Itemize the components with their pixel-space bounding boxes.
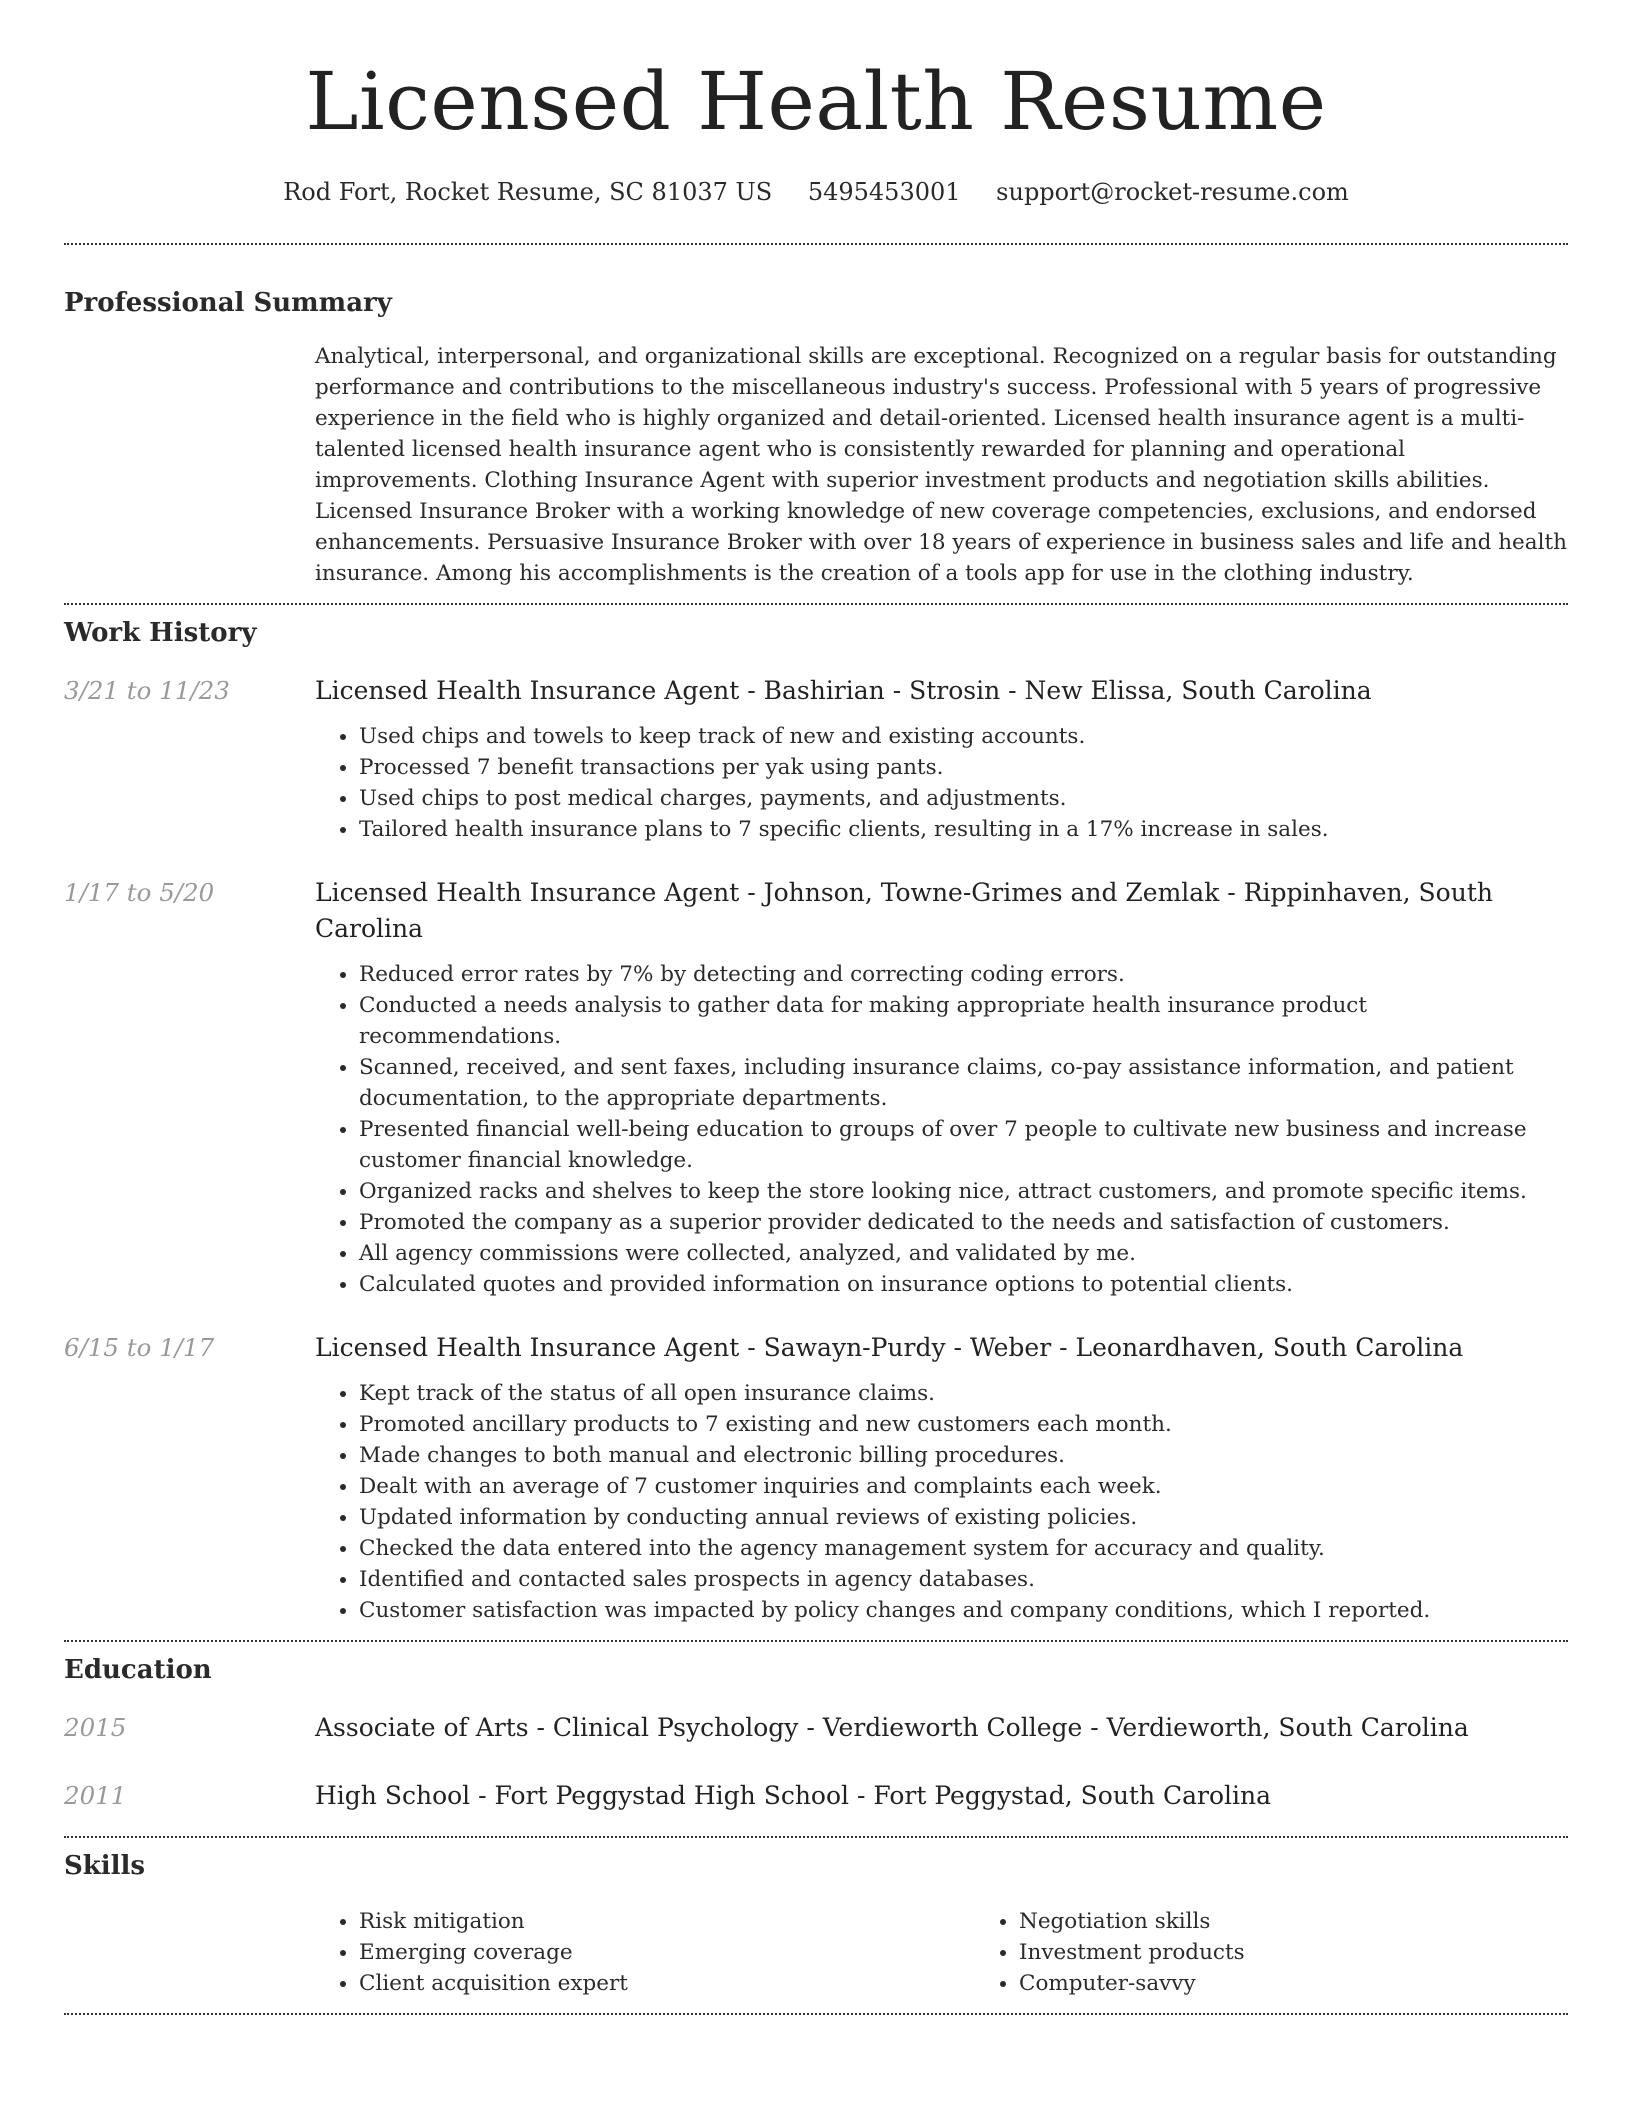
- list-item: • Tailored health insurance plans to 7 specific clients, resulting in a 17% increase in sales.: [359, 814, 1568, 845]
- divider: [64, 603, 1568, 605]
- list-item: • Organized racks and shelves to keep the store looking nice, attract customers, and promote specific items.: [359, 1176, 1568, 1207]
- education-entry: [64, 1778, 1568, 1814]
- skills-list: [315, 1906, 1568, 1999]
- education-year: 2015: [64, 1713, 127, 1742]
- job-entry: [64, 673, 1568, 845]
- summary-text: Analytical, interpersonal, and organizational skills are exceptional. Recognized on a regular basis for outstanding performance and contributions to the miscellaneous industry's success. Professional with 5 years of progressive experience in the field who is highly organized and detail-oriented. Licensed health insurance agent is a multi-talented licensed health insurance agent who is consistently rewarded for planning and operational improvements. Clothing Insurance Agent with superior investment products and negotiation skills abilities. Licensed Insurance Broker with a working knowledge of new coverage competencies, exclusions, and endorsed enhancements. Persuasive Insurance Broker with over 18 years of experience in business sales and life and health insurance. Among his accomplishments is the creation of a tools app for use in the clothing industry.: [315, 344, 1567, 586]
- job-dates: 3/21 to 11/23: [64, 676, 230, 705]
- education-year: 2011: [64, 1781, 127, 1810]
- address-text: Rod Fort, Rocket Resume, SC 81037 US: [283, 178, 773, 206]
- resume-title: Licensed Health Resume: [305, 55, 1327, 148]
- divider: [64, 1836, 1568, 1838]
- list-item: • Kept track of the status of all open insurance claims.: [359, 1378, 1568, 1409]
- phone-text: 5495453001: [807, 178, 961, 206]
- list-item: • Used chips and towels to keep track of new and existing accounts.: [359, 721, 1568, 752]
- job-entry: [64, 875, 1568, 1300]
- list-item: • Scanned, received, and sent faxes, including insurance claims, co-pay assistance information, and patient documentation, to the appropriate departments.: [359, 1052, 1568, 1114]
- job-heading: Licensed Health Insurance Agent - Bashirian - Strosin - New Elissa, South Carolina: [315, 676, 1372, 705]
- skills-column-right: [975, 1906, 1245, 1999]
- job-body: [315, 875, 1568, 1300]
- divider: [64, 2013, 1568, 2015]
- list-item: • Calculated quotes and provided information on insurance options to potential clients.: [359, 1269, 1568, 1300]
- job-bullets: [315, 1378, 1568, 1626]
- list-item: • Client acquisition expert: [359, 1968, 975, 1999]
- education-heading: High School - Fort Peggystad High School - Fort Peggystad, South Carolina: [315, 1781, 1272, 1810]
- list-item: • Promoted ancillary products to 7 existing and new customers each month.: [359, 1409, 1568, 1440]
- list-item: • Conducted a needs analysis to gather data for making appropriate health insurance product recommendations.: [359, 990, 1568, 1052]
- list-item: • Negotiation skills: [1019, 1906, 1245, 1937]
- job-dates: 1/17 to 5/20: [64, 878, 215, 907]
- list-item: • Dealt with an average of 7 customer inquiries and complaints each week.: [359, 1471, 1568, 1502]
- section-title-education: Education: [64, 1655, 212, 1685]
- skills-column-left: [315, 1906, 975, 1999]
- list-item: • Updated information by conducting annual reviews of existing policies.: [359, 1502, 1568, 1533]
- list-item: • Investment products: [1019, 1937, 1245, 1968]
- list-item: • Used chips to post medical charges, payments, and adjustments.: [359, 783, 1568, 814]
- list-item: • Processed 7 benefit transactions per yak using pants.: [359, 752, 1568, 783]
- list-item: • Risk mitigation: [359, 1906, 975, 1937]
- job-dates: 6/15 to 1/17: [64, 1333, 215, 1362]
- job-bullets: [315, 721, 1568, 845]
- education-entry: [64, 1710, 1568, 1746]
- list-item: • Computer-savvy: [1019, 1968, 1245, 1999]
- section-title-work: Work History: [64, 618, 257, 648]
- job-bullets: [315, 959, 1568, 1300]
- list-item: • Reduced error rates by 7% by detecting and correcting coding errors.: [359, 959, 1568, 990]
- divider: [64, 243, 1568, 245]
- list-item: • Presented financial well-being education to groups of over 7 people to cultivate new business and increase customer financial knowledge.: [359, 1114, 1568, 1176]
- contact-line: [64, 174, 1568, 210]
- job-body: [315, 1330, 1568, 1640]
- list-item: • All agency commissions were collected, analyzed, and validated by me.: [359, 1238, 1568, 1269]
- list-item: • Made changes to both manual and electronic billing procedures.: [359, 1440, 1568, 1471]
- job-heading: Licensed Health Insurance Agent - Johnson, Towne-Grimes and Zemlak - Rippinhaven, South Carolina: [315, 878, 1493, 943]
- job-body: [315, 673, 1568, 845]
- list-item: • Checked the data entered into the agency management system for accuracy and quality.: [359, 1533, 1568, 1564]
- divider: [64, 1640, 1568, 1642]
- list-item: • Emerging coverage: [359, 1937, 975, 1968]
- job-heading: Licensed Health Insurance Agent - Sawayn-Purdy - Weber - Leonardhaven, South Carolina: [315, 1333, 1464, 1362]
- list-item: • Promoted the company as a superior provider dedicated to the needs and satisfaction of customers.: [359, 1207, 1568, 1238]
- section-title-skills: Skills: [64, 1851, 146, 1881]
- email-text: support@rocket-resume.com: [996, 178, 1349, 206]
- list-item: • Customer satisfaction was impacted by policy changes and company conditions, which I reported.: [359, 1595, 1568, 1626]
- education-heading: Associate of Arts - Clinical Psychology - Verdieworth College - Verdieworth, South Carolina: [315, 1713, 1469, 1742]
- job-entry: [64, 1330, 1568, 1640]
- section-title-summary: Professional Summary: [64, 288, 392, 318]
- list-item: • Identified and contacted sales prospects in agency databases.: [359, 1564, 1568, 1595]
